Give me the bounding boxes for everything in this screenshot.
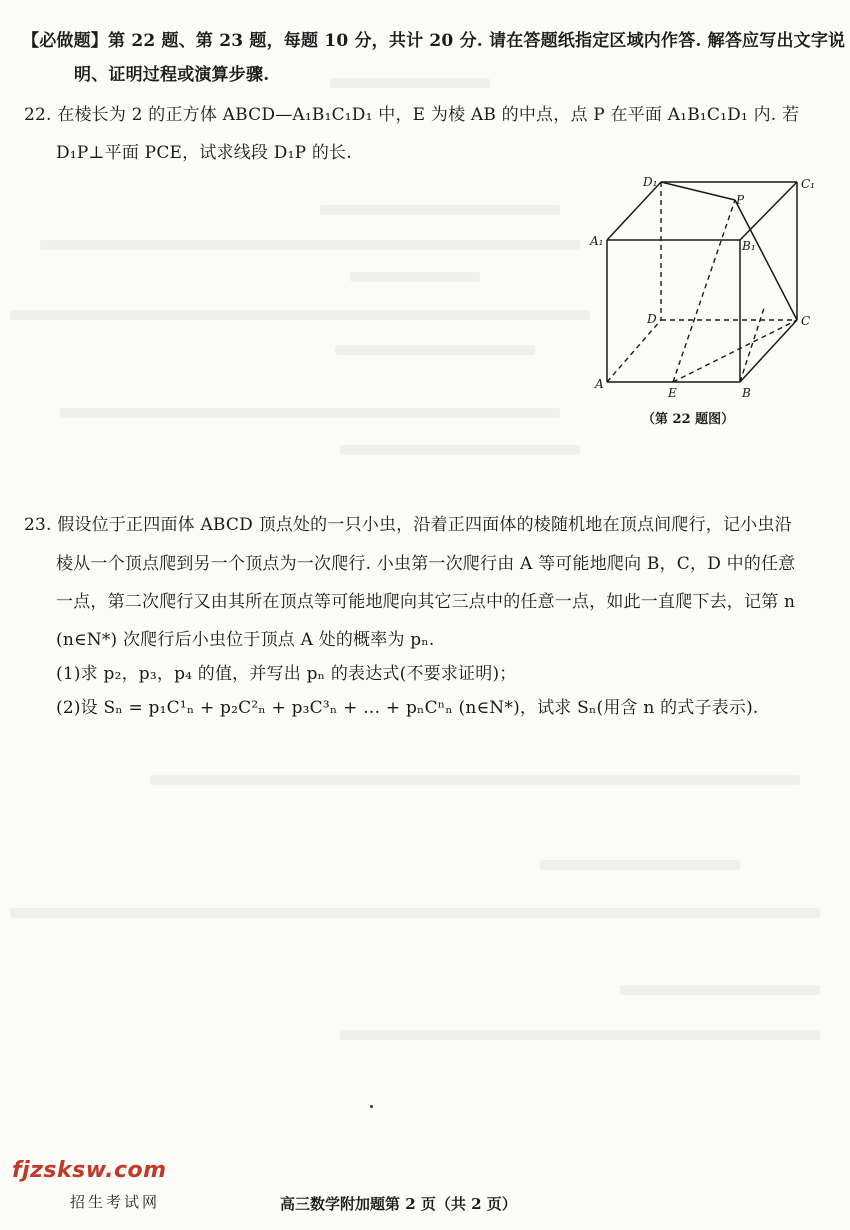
site-logo-text: fjzsksw.com	[12, 1158, 167, 1183]
q23-text-line3: 一点，第二次爬行又由其所在顶点等可能地爬向其它三点中的任意一点，如此一直爬下去，记第 n	[56, 592, 796, 612]
label-p: P	[736, 193, 745, 207]
bleed-through-mark	[620, 985, 820, 995]
segment-d1-p	[661, 182, 735, 200]
q23-text-line1: 23. 假设位于正四面体 ABCD 顶点处的一只小虫，沿着正四面体的棱随机地在顶点间爬行，记小虫沿	[24, 515, 792, 535]
label-c1: C₁	[801, 177, 815, 191]
label-b: B	[742, 386, 751, 400]
bleed-through-mark	[320, 205, 560, 215]
bleed-through-mark	[340, 1030, 820, 1040]
figure-caption: （第 22 题图）	[642, 412, 735, 427]
edge-a1-d1	[607, 182, 661, 240]
label-a: A	[595, 377, 604, 391]
page-footer: 高三数学附加题第 2 页（共 2 页）	[280, 1195, 517, 1213]
hidden-segment-b-p	[740, 305, 765, 382]
cube-figure	[585, 170, 825, 400]
bleed-through-mark	[150, 775, 800, 785]
bleed-through-mark	[350, 272, 480, 282]
label-b1: B₁	[742, 239, 756, 253]
edge-b-c	[740, 320, 797, 382]
label-d1: D₁	[643, 175, 658, 189]
section-header-line1: 【必做题】第 22 题、第 23 题，每题 10 分，共计 20 分. 请在答题纸指定区域内作答. 解答应写出文字说	[22, 31, 846, 51]
site-logo	[12, 1158, 167, 1211]
q22-text-line1: 22. 在棱长为 2 的正方体 ABCD—A₁B₁C₁D₁ 中，E 为棱 AB 的中点，点 P 在平面 A₁B₁C₁D₁ 内. 若	[24, 105, 800, 125]
bleed-through-mark	[340, 445, 580, 455]
q22-text-line2: D₁P⊥平面 PCE，试求线段 D₁P 的长.	[56, 143, 352, 163]
label-c: C	[801, 314, 811, 328]
q23-text-line2: 棱从一个顶点爬到另一个顶点为一次爬行. 小虫第一次爬行由 A 等可能地爬向 B，C，D 中的任意	[56, 554, 796, 574]
segment-p-c	[735, 200, 797, 320]
label-a1: A₁	[590, 234, 604, 248]
label-e: E	[668, 386, 677, 400]
bleed-through-mark	[40, 240, 580, 250]
bleed-through-mark	[540, 860, 740, 870]
section-header-line2: 明、证明过程或演算步骤.	[74, 65, 270, 85]
q23-text-line4: (n∈N*) 次爬行后小虫位于顶点 A 处的概率为 pₙ.	[56, 630, 435, 650]
hidden-segment-e-p	[673, 200, 735, 382]
bleed-through-mark	[10, 908, 820, 918]
hidden-edge-a-d	[607, 320, 661, 382]
bleed-through-mark	[10, 310, 590, 320]
bleed-through-mark	[335, 345, 535, 355]
edge-b1-c1	[740, 182, 797, 240]
label-d: D	[647, 312, 657, 326]
site-logo-subtitle: 招生考试网	[70, 1193, 161, 1211]
q23-part2: (2)设 Sₙ = p₁C¹ₙ + p₂C²ₙ + p₃C³ₙ + … + pₙCⁿₙ (n∈N*)，试求 Sₙ(用含 n 的式子表示).	[56, 698, 759, 718]
q23-part1: (1)求 p₂，p₃，p₄ 的值，并写出 pₙ 的表达式(不要求证明)；	[56, 664, 517, 684]
bleed-through-mark	[330, 78, 490, 88]
bleed-through-mark	[60, 408, 560, 418]
stray-dot	[370, 1105, 373, 1108]
